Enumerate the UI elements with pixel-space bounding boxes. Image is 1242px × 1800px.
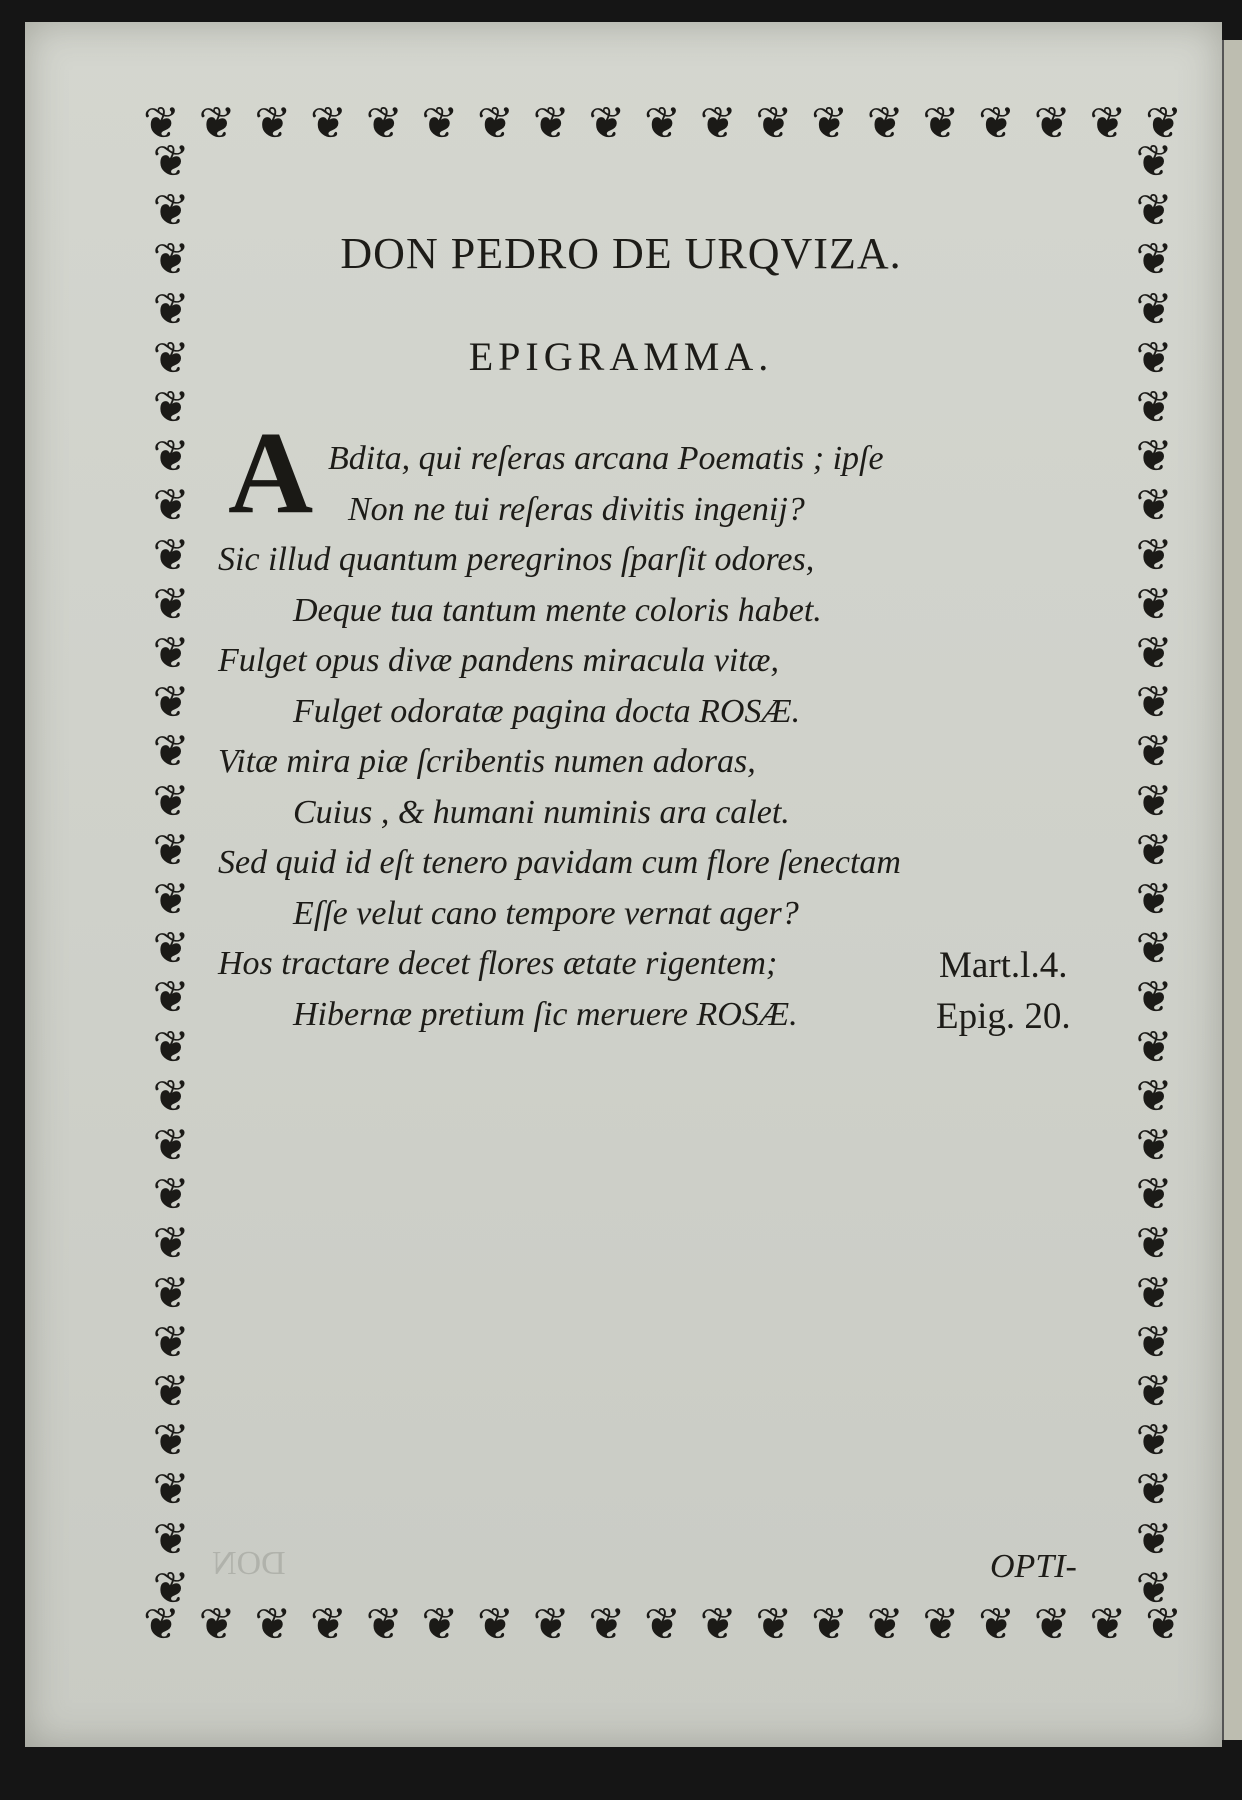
marginal-reference-1: Mart.l.4. [939, 945, 1068, 986]
next-page-edge [1222, 40, 1242, 1740]
ornament-icon: ❦ [1089, 1599, 1127, 1650]
ornament-icon: ❦ [152, 1021, 190, 1073]
poem-line: Vitæ mira piæ ſcribentis numen adoras, [218, 743, 756, 780]
poem-line: Fulget opus divæ pandens miracula vitæ, [218, 642, 779, 679]
ornament-icon: ❦ [1145, 1599, 1182, 1650]
ornament-icon: ❦ [1145, 98, 1182, 149]
ornament-icon: ❦ [365, 1599, 403, 1650]
poem-line: Fulget odoratæ pagina docta ROSÆ. [293, 692, 801, 730]
ornament-icon: ❦ [152, 972, 190, 1024]
poem-line: Non ne tui reſeras divitis ingenij? [348, 490, 805, 528]
ornament-icon: ❦ [811, 98, 848, 149]
ornament-icon: ❦ [1135, 431, 1173, 483]
poem-line: Cuius , & humani numinis ara calet. [293, 793, 790, 831]
ornament-icon: ❦ [1135, 775, 1173, 827]
ornament-icon: ❦ [1135, 185, 1173, 237]
ornament-icon: ❦ [1135, 726, 1173, 778]
ornament-icon: ❦ [644, 1599, 681, 1650]
ornament-icon: ❦ [310, 1599, 347, 1650]
border-bottom [143, 1599, 1182, 1653]
ornament-icon: ❦ [1135, 1562, 1173, 1613]
ornament-icon: ❦ [1089, 98, 1127, 149]
ornament-icon: ❦ [811, 1599, 848, 1650]
ornament-icon: ❦ [254, 1599, 292, 1650]
ornament-icon: ❦ [152, 138, 190, 187]
ornament-icon: ❦ [1135, 824, 1173, 876]
border-top [143, 98, 1182, 152]
ornament-icon: ❦ [198, 98, 236, 149]
ornament-icon: ❦ [1135, 923, 1173, 975]
ornament-icon: ❦ [1135, 283, 1173, 335]
ornament-icon: ❦ [152, 529, 190, 581]
ornament-icon: ❦ [152, 1366, 190, 1418]
ornament-icon: ❦ [152, 775, 190, 827]
ornament-icon: ❦ [1135, 972, 1173, 1024]
ornament-icon: ❦ [365, 98, 403, 149]
ornament-icon: ❦ [152, 431, 190, 483]
ornament-icon: ❦ [1033, 98, 1071, 149]
ornament-icon: ❦ [421, 98, 459, 149]
ornament-icon: ❦ [152, 283, 190, 335]
poem-line: Hos tractare decet flores ætate rigentem; [218, 945, 778, 982]
ornament-icon: ❦ [152, 578, 190, 630]
ornament-icon: ❦ [152, 1120, 190, 1172]
ornament-icon: ❦ [1135, 628, 1173, 680]
ornament-icon: ❦ [1135, 1218, 1173, 1270]
ornament-icon: ❦ [978, 98, 1015, 149]
ornament-icon: ❦ [1135, 1070, 1173, 1122]
ornament-icon: ❦ [152, 1267, 190, 1319]
ornament-icon: ❦ [152, 677, 190, 729]
poem-line: Bdita, qui reſeras arcana Poematis ; ipſe [328, 440, 884, 477]
ornament-icon: ❦ [644, 98, 681, 149]
ornament-icon: ❦ [152, 234, 190, 286]
ornament-icon: ❦ [477, 98, 514, 149]
ornament-icon: ❦ [152, 1070, 190, 1122]
ornament-icon: ❦ [1135, 578, 1173, 630]
ornament-icon: ❦ [1135, 1120, 1173, 1172]
ornament-icon: ❦ [922, 1599, 960, 1650]
drop-cap: A [228, 407, 314, 538]
ornament-icon: ❦ [1135, 1169, 1173, 1221]
ornament-icon: ❦ [152, 1218, 190, 1270]
ornament-icon: ❦ [1135, 874, 1173, 926]
ornament-icon: ❦ [421, 1599, 459, 1650]
ornament-icon: ❦ [152, 628, 190, 680]
ornament-icon: ❦ [310, 98, 347, 149]
ornament-icon: ❦ [1135, 1267, 1173, 1319]
ornament-icon: ❦ [922, 98, 960, 149]
poem-line: Deque tua tantum mente coloris habet. [293, 591, 822, 629]
ornament-icon: ❦ [152, 332, 190, 384]
ornament-icon: ❦ [1135, 382, 1173, 434]
ornament-icon: ❦ [1135, 529, 1173, 581]
ornament-icon: ❦ [152, 1415, 190, 1467]
ornament-icon: ❦ [1135, 1464, 1173, 1516]
ornament-icon: ❦ [152, 923, 190, 975]
ornament-icon: ❦ [866, 1599, 904, 1650]
ornament-icon: ❦ [477, 1599, 514, 1650]
ornament-icon: ❦ [1135, 1021, 1173, 1073]
ornament-icon: ❦ [152, 1464, 190, 1516]
page-heading: DON PEDRO DE URQVIZA. [340, 229, 902, 278]
ornament-icon: ❦ [152, 1562, 190, 1613]
catchword: OPTI- [990, 1548, 1077, 1585]
ornament-icon: ❦ [152, 824, 190, 876]
ornament-icon: ❦ [152, 1169, 190, 1221]
page-subheading: EPIGRAMMA. [468, 334, 774, 379]
ornament-icon: ❦ [1135, 1316, 1173, 1368]
ornament-icon: ❦ [152, 1513, 190, 1565]
poem-line: Sic illud quantum peregrinos ſparſit odores, [218, 541, 815, 578]
ornament-icon: ❦ [1033, 1599, 1071, 1650]
ornament-icon: ❦ [152, 480, 190, 532]
ornament-icon: ❦ [1135, 234, 1173, 286]
ornament-icon: ❦ [1135, 1415, 1173, 1467]
ornament-icon: ❦ [143, 1599, 180, 1650]
ornament-icon: ❦ [532, 1599, 570, 1650]
ornament-icon: ❦ [152, 726, 190, 778]
ornament-icon: ❦ [1135, 138, 1173, 187]
ornament-icon: ❦ [1135, 1513, 1173, 1565]
ornament-icon: ❦ [588, 98, 626, 149]
ornament-icon: ❦ [755, 1599, 793, 1650]
ornament-icon: ❦ [699, 98, 737, 149]
ornament-icon: ❦ [532, 98, 570, 149]
ornament-icon: ❦ [1135, 332, 1173, 384]
poem-line: Sed quid id eſt tenero pavidam cum flore ſenectam [218, 844, 901, 881]
ornament-icon: ❦ [1135, 480, 1173, 532]
ornament-icon: ❦ [143, 98, 180, 149]
ornament-icon: ❦ [254, 98, 292, 149]
ornament-icon: ❦ [1135, 677, 1173, 729]
ornament-icon: ❦ [588, 1599, 626, 1650]
ornament-icon: ❦ [152, 874, 190, 926]
ornament-icon: ❦ [152, 185, 190, 237]
ornament-icon: ❦ [198, 1599, 236, 1650]
ornament-icon: ❦ [755, 98, 793, 149]
ornament-icon: ❦ [152, 1316, 190, 1368]
poem-line: Eſſe velut cano tempore vernat ager? [293, 894, 799, 932]
ornament-icon: ❦ [152, 382, 190, 434]
marginal-reference-2: Epig. 20. [936, 996, 1071, 1037]
ornament-icon: ❦ [699, 1599, 737, 1650]
ornament-icon: ❦ [978, 1599, 1015, 1650]
bleed-through-text: DON [212, 1545, 286, 1582]
ornament-icon: ❦ [866, 98, 904, 149]
ornament-icon: ❦ [1135, 1366, 1173, 1418]
poem-line: Hibernæ pretium ſic meruere ROSÆ. [293, 995, 798, 1033]
